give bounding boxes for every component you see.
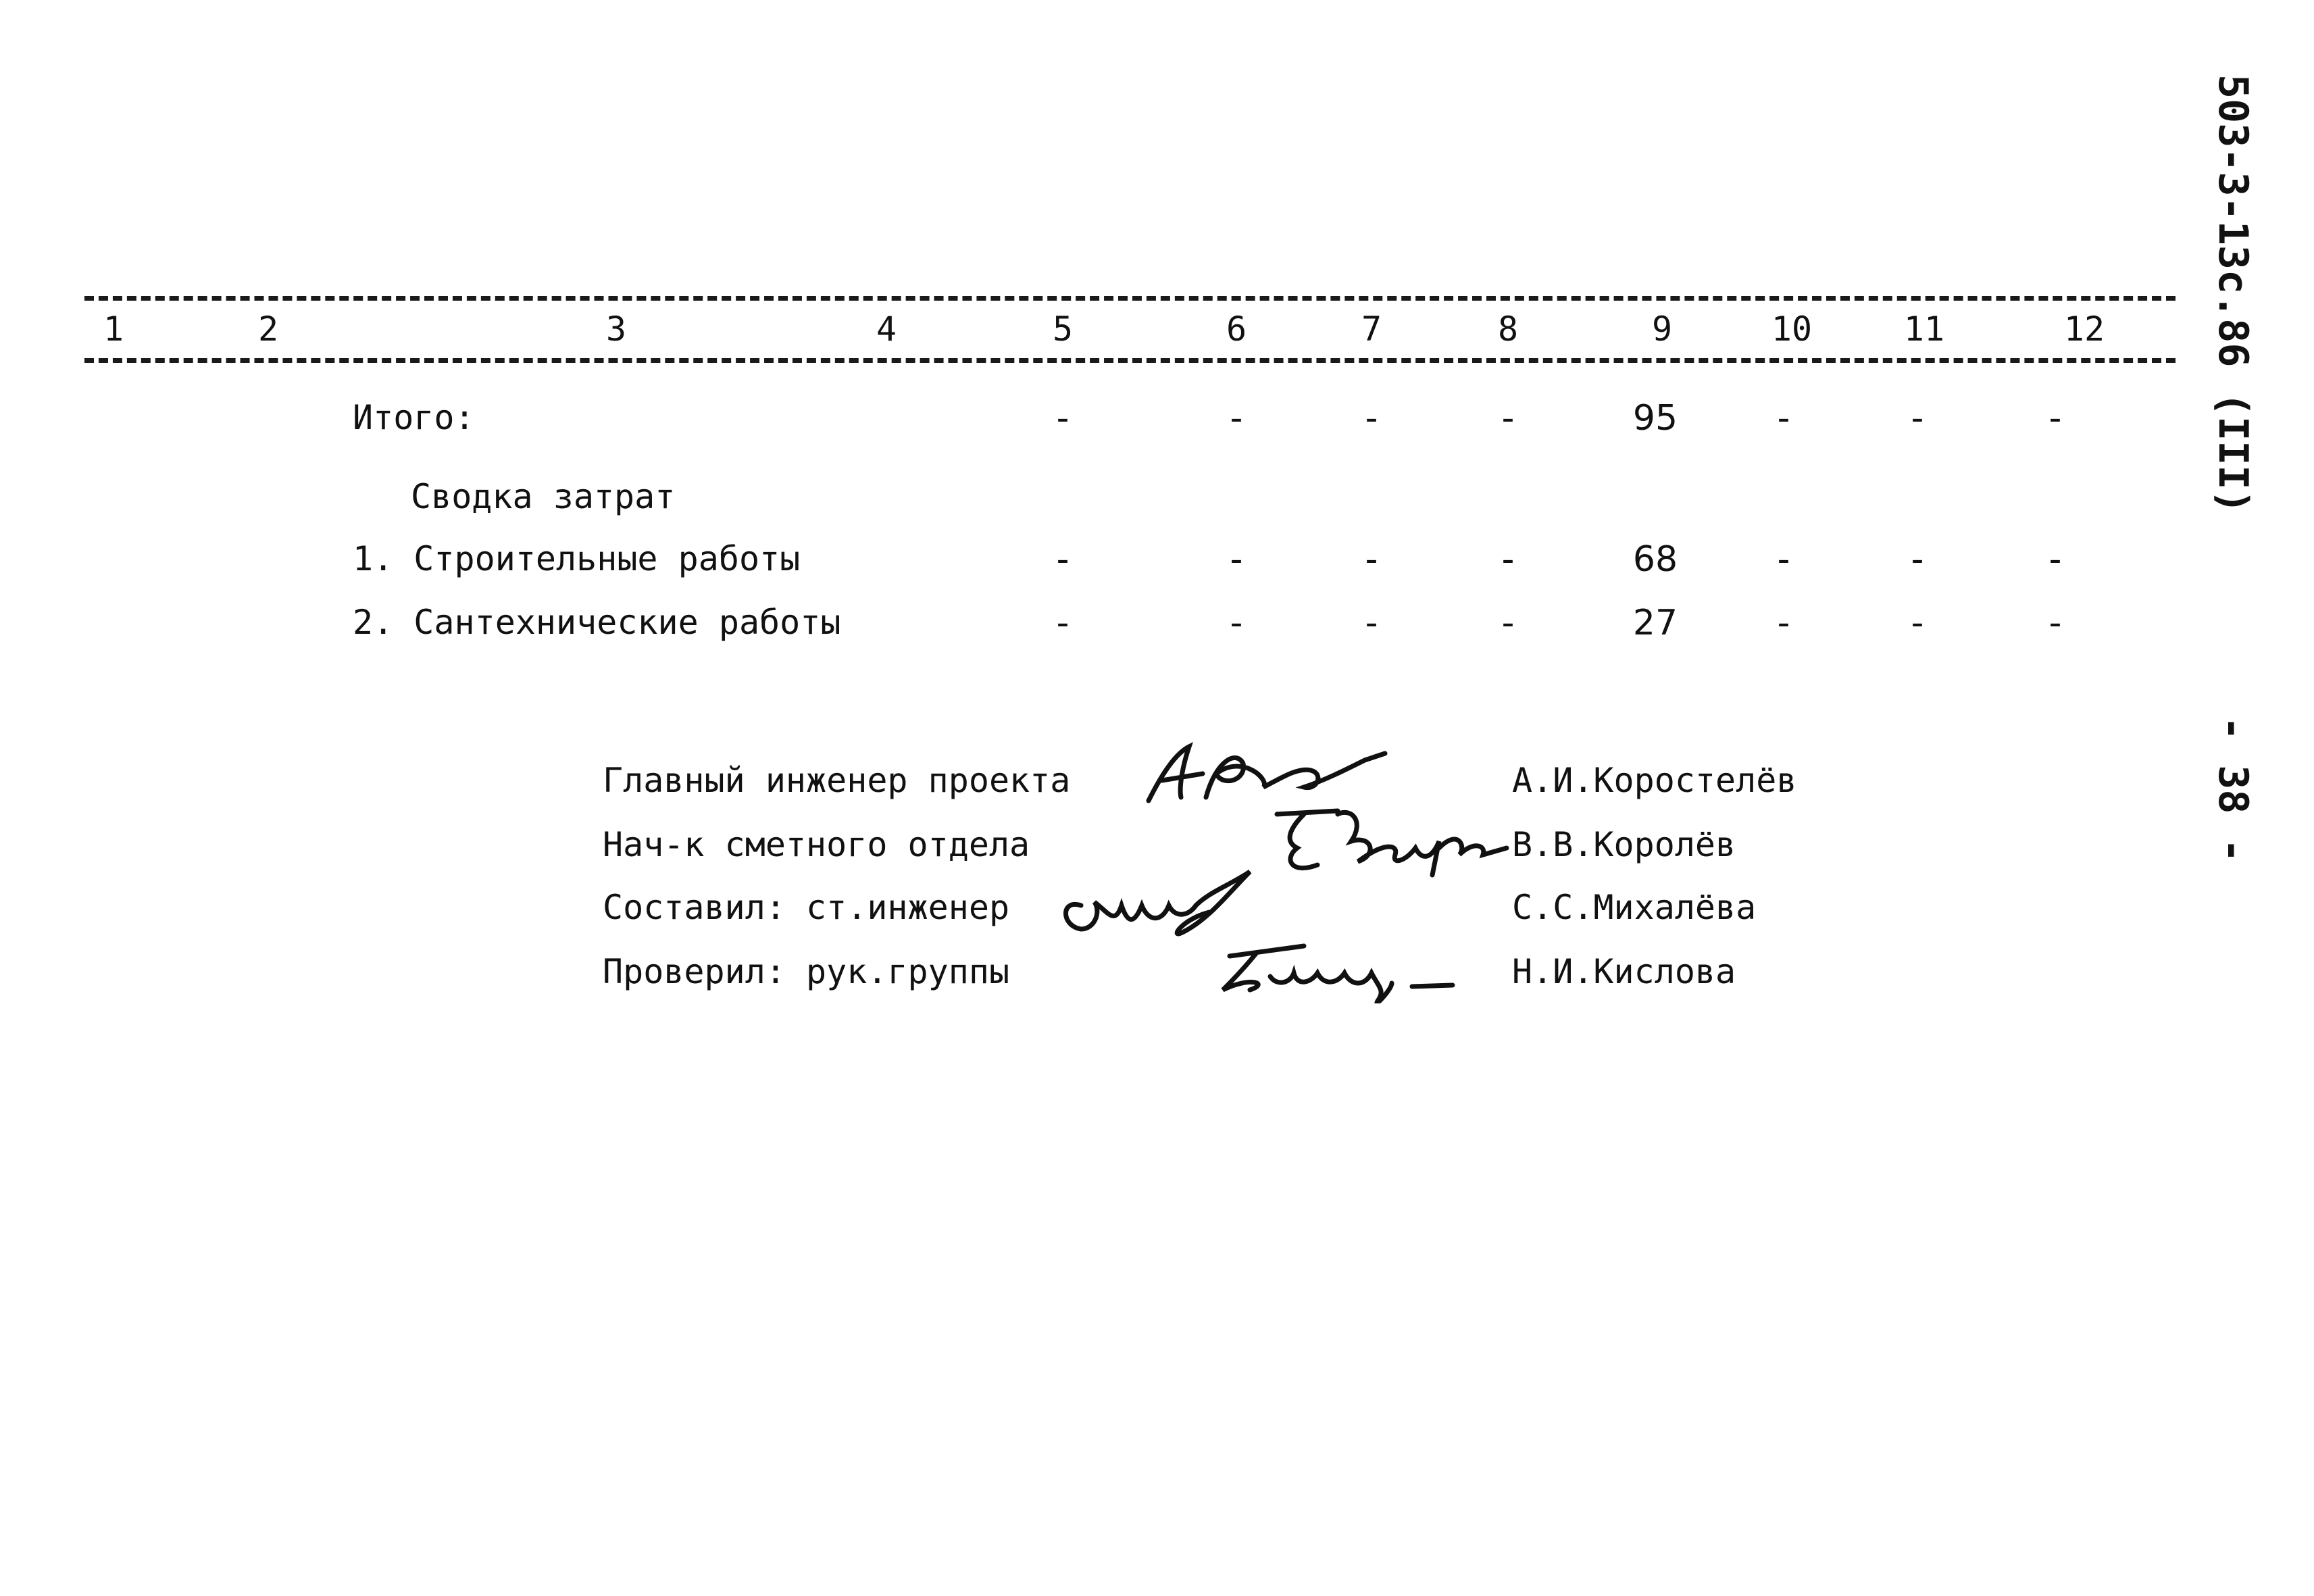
section-mark: (III) [2209, 392, 2257, 514]
signatory-name: В.В.Королёв [1512, 825, 1736, 864]
column-number: 1 [103, 309, 124, 349]
table-cell: - [1501, 539, 1515, 580]
row-label: 2. Сантехнические работы [353, 603, 841, 642]
column-number: 10 [1771, 309, 1813, 349]
table-cell: - [1230, 603, 1243, 643]
signatory-role: Главный инженер проекта [603, 761, 1071, 800]
table-cell: - [1501, 398, 1515, 439]
table-cell: - [2048, 603, 2062, 643]
table-cell: - [1911, 398, 1924, 439]
table-cell: - [1056, 398, 1070, 439]
table-cell: - [2048, 539, 2062, 580]
signatory-role: Нач-к сметного отдела [603, 825, 1030, 864]
header-top-rule [84, 296, 2175, 301]
column-number: 3 [605, 309, 627, 349]
column-number: 8 [1497, 309, 1519, 349]
table-cell: - [1056, 539, 1070, 580]
header-bottom-rule [84, 358, 2175, 363]
table-cell: - [1777, 539, 1790, 580]
section-heading: Сводка затрат [411, 477, 676, 516]
signature-mark-compiler [1054, 865, 1270, 946]
table-cell: - [1777, 398, 1790, 439]
table-cell: - [1230, 539, 1243, 580]
table-cell: 27 [1632, 603, 1678, 643]
row-label: Итого: [353, 398, 475, 437]
signatory-name: Н.И.Кислова [1512, 952, 1736, 991]
column-number: 5 [1052, 309, 1074, 349]
signatory-name: С.С.Михалёва [1512, 888, 1757, 927]
table-cell: - [1777, 603, 1790, 643]
signature-mark-estimates-head [1263, 801, 1513, 882]
table-cell: - [1365, 398, 1378, 439]
table-cell: - [1230, 398, 1243, 439]
signatory-role: Составил: ст.инженер [603, 888, 1010, 927]
document-code: 503-3-13с.86 [2209, 74, 2257, 368]
table-cell: 95 [1632, 398, 1678, 439]
table-cell: 68 [1632, 539, 1678, 580]
column-number: 7 [1361, 309, 1382, 349]
table-cell: - [1365, 603, 1378, 643]
page-number: - 38 - [2209, 716, 2257, 863]
column-number: 12 [2063, 309, 2105, 349]
table-cell: - [1365, 539, 1378, 580]
column-number: 11 [1903, 309, 1945, 349]
table-cell: - [1501, 603, 1515, 643]
column-number: 4 [876, 309, 897, 349]
signatory-name: А.И.Коростелёв [1512, 761, 1797, 800]
table-cell: - [1911, 603, 1924, 643]
column-number: 6 [1226, 309, 1247, 349]
column-number: 9 [1651, 309, 1673, 349]
table-cell: - [1056, 603, 1070, 643]
signature-mark-group-lead [1209, 936, 1466, 1003]
row-label: 1. Строительные работы [353, 539, 801, 578]
column-number: 2 [257, 309, 279, 349]
table-cell: - [1911, 539, 1924, 580]
table-cell: - [2048, 398, 2062, 439]
signatory-role: Проверил: рук.группы [603, 952, 1010, 991]
